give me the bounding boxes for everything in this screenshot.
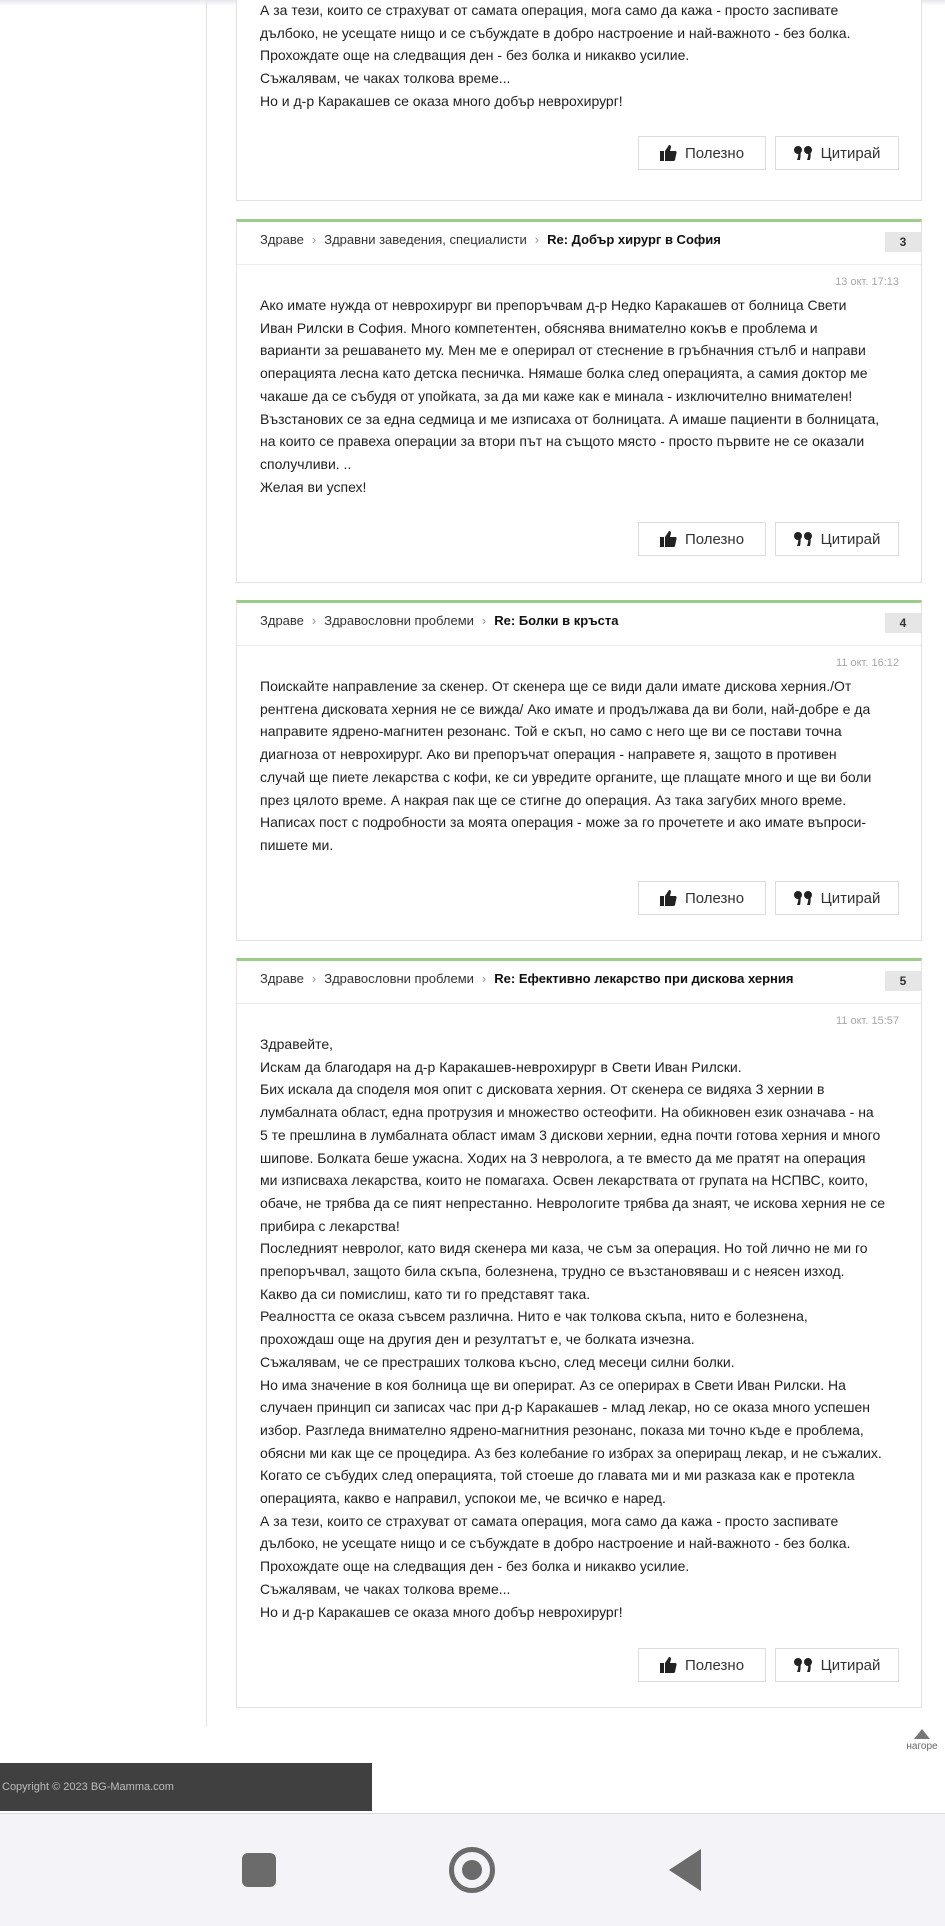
copyright-text: Copyright © 2023 BG-Mamma.com [2, 1781, 174, 1793]
post-line: Искам да благодаря на д-р Каракашев-неврохирург в Свети Иван Рилски. [260, 1058, 742, 1075]
post-line: рентгена дисковата херния не се вижда/ Ако имате и продължава да ви боли, най-добре е да [260, 700, 871, 717]
post-line: ми изписваха лекарства, които не помагаха. Освен лекарствата от групата на НСПВС, които, [260, 1172, 869, 1189]
post-line: направите ядрено-магнитен резонанс. Той е скъп, но само с него ще ви се постави точна [260, 723, 842, 740]
quote-icon [794, 146, 813, 160]
breadcrumb-item[interactable]: Здраве [260, 232, 304, 247]
divider [237, 264, 921, 265]
post-line: Написах пост с подробности за моята операция - може за го прочетете и ако имате въпроси- [260, 814, 867, 831]
post-line: препоръчвал, защото била скъпа, болезнена, трудно се възстановяваш и с неясен изход. [260, 1263, 845, 1280]
post-line: обясни ми как ще се процедира. Аз без колебание го избрах за опериращ лекар, и не съжалих. [260, 1444, 882, 1461]
useful-label: Полезно [684, 1656, 745, 1674]
quote-label: Цитирай [820, 144, 881, 162]
post-line: Иван Рилски в София. Много компетентен, обяснява внимателно кокъв е проблема и [260, 319, 818, 336]
recents-icon[interactable] [242, 1853, 276, 1887]
post-line: операцията лесна като детска песничка. Нямаше болка след операцията, а самия доктор ме [260, 365, 868, 382]
post-line: дълбоко, не усещате нищо и се събуждате в добро настроение и най-важното - без болка. [260, 1535, 851, 1552]
post-actions [638, 881, 899, 915]
post-line: прохождаш още на другия ден и резултатът е, че болката изчезна. [260, 1331, 695, 1348]
post-card [236, 958, 922, 1708]
post-line: А за тези, които се страхуват от самата операция, мога само да кажа - просто заспивате [260, 2, 839, 18]
post-line: Здравейте, [260, 1036, 334, 1052]
breadcrumb-item[interactable]: Здравословни проблеми [324, 971, 474, 986]
quote-icon [794, 532, 813, 546]
post-line: А за тези, които се страхуват от самата операция, мога само да кажа - просто заспивате [260, 1512, 839, 1529]
breadcrumb-item[interactable]: Здраве [260, 971, 304, 986]
chevron-right-icon: › [534, 232, 540, 247]
post-line: Реалността се оказа съвсем различна. Нито е чак толкова скъпа, нито е болезнена, [260, 1308, 808, 1325]
sidebar-divider [206, 0, 207, 1727]
post-number-badge: 4 [885, 613, 921, 633]
post-line: шипове. Болката беше ужасна. Ходих на 3 невролога, а те вместо да ме пратят на операция [260, 1149, 866, 1166]
post-line: пишете ми. [260, 836, 334, 853]
post-line: Когато се събудих след операцията, той стоеше до главата ми и ми разказа как е протекла [260, 1467, 855, 1484]
post-body [260, 294, 901, 498]
post-card [236, 600, 922, 941]
chevron-right-icon: › [481, 971, 487, 986]
thumbs-up-icon [660, 890, 677, 906]
post-line: Какво да си помислиш, като ти го представят така. [260, 1285, 591, 1302]
home-icon[interactable] [449, 1847, 495, 1893]
quote-label: Цитирай [820, 530, 881, 548]
quote-label: Цитирай [820, 889, 881, 907]
post-line: Поискайте направление за скенер. От скенера ще се види дали имате дискова херния./От [260, 678, 852, 694]
back-to-top-button[interactable] [902, 1729, 942, 1752]
post-line: Прохождате още на следващия ден - без болка и никакво усилие. [260, 1558, 690, 1575]
post-line: Прохождате още на следващия ден - без болка и никакво усилие. [260, 47, 690, 64]
post-date: 11 окт. 15:57 [836, 1015, 899, 1027]
post-body [260, 0, 901, 113]
useful-label: Полезно [684, 530, 745, 548]
thumbs-up-icon [660, 531, 677, 547]
quote-icon [794, 891, 813, 905]
back-icon[interactable] [669, 1849, 701, 1891]
post-line: прибира с лекарства! [260, 1217, 400, 1234]
quote-button[interactable] [775, 136, 899, 170]
breadcrumb [260, 613, 619, 628]
breadcrumb-item[interactable]: Здраве [260, 613, 304, 628]
breadcrumb-item[interactable]: Здравословни проблеми [324, 613, 474, 628]
post-line: през цялото време. А накрая пак ще се стигне до операция. Аз така загубих много време. [260, 791, 847, 808]
android-nav-bar [0, 1813, 945, 1926]
post-line: Съжалявам, че чаках толкова време... [260, 1580, 511, 1597]
divider [237, 645, 921, 646]
post-line: Съжалявам, че чаках толкова време... [260, 70, 511, 87]
breadcrumb-item[interactable]: Здравни заведения, специалисти [324, 232, 527, 247]
post-line: 5 те прешлина в лумбалната област имам 3 дискови хернии, една почти готова херния и много [260, 1126, 881, 1143]
post-line: избор. Разгледа внимателно ядрено-магнитния резонанс, показа ми точно къде е проблема, [260, 1421, 864, 1438]
post-line: случаен принцип си записах час при д-р Каракашев - млад лекар, но се оказа много успешен [260, 1399, 871, 1416]
post-line: лумбалната област, една протрузия и множество остеофити. На обикновен език означава - на [260, 1104, 874, 1121]
post-card [236, 0, 922, 201]
post-line: диагноза от неврохирург. Ако ви препоръчат операция - направете я, защото в противен [260, 746, 837, 763]
post-line: Желая ви успех! [260, 478, 367, 495]
post-line: на които се правеха операции за втори път на същото място - просто първите не се оказали [260, 433, 865, 450]
useful-button[interactable] [638, 136, 766, 170]
useful-label: Полезно [684, 144, 745, 162]
quote-button[interactable] [775, 1648, 899, 1682]
post-line: обаче, не трябва да се пият непрестанно. Неврологите трябва да знаят, че искова херния не се [260, 1194, 885, 1211]
chevron-right-icon: › [311, 613, 317, 628]
divider [237, 1003, 921, 1004]
useful-label: Полезно [684, 889, 745, 907]
post-line: варианти за решаването му. Мен ме е оперирал от стеснение в гръбначния стълб и направи [260, 342, 866, 359]
thumbs-up-icon [660, 145, 677, 161]
thumbs-up-icon [660, 1657, 677, 1673]
post-body [260, 675, 901, 857]
post-line: Но има значение в коя болница ще ви оперират. Аз се оперирах в Свети Иван Рилски. На [260, 1376, 846, 1393]
home-dot [462, 1860, 482, 1880]
quote-button[interactable] [775, 881, 899, 915]
post-body [260, 1033, 901, 1623]
post-line: Възстанових се за една седмица и ме изписаха от болницата. А имаше пациенти в болницата, [260, 410, 880, 427]
quote-button[interactable] [775, 522, 899, 556]
post-line: Бих искала да споделя моя опит с дисковата херния. От скенера се видяха 3 хернии в [260, 1081, 825, 1098]
thread-title-link[interactable]: Re: Ефективно лекарство при дискова херния [494, 971, 794, 986]
chevron-right-icon: › [311, 971, 317, 986]
post-line: дълбоко, не усещате нищо и се събуждате в добро настроение и най-важното - без болка. [260, 24, 851, 41]
useful-button[interactable] [638, 881, 766, 915]
post-line: Последният невролог, като видя скенера ми каза, че съм за операция. Но той лично не ми го [260, 1240, 868, 1257]
post-number-badge: 5 [885, 971, 921, 991]
post-actions [638, 522, 899, 556]
breadcrumb [260, 232, 721, 247]
breadcrumb [260, 971, 793, 986]
quote-label: Цитирай [820, 1656, 881, 1674]
post-line: Но и д-р Каракашев се оказа много добър неврохирург! [260, 1603, 623, 1620]
chevron-right-icon: › [481, 613, 487, 628]
arrow-up-icon [914, 1729, 930, 1739]
useful-button[interactable] [638, 522, 766, 556]
thread-title-link[interactable]: Re: Добър хирург в София [547, 232, 721, 247]
back-to-top-label: нагоре [906, 1741, 938, 1752]
post-date: 11 окт. 16:12 [836, 657, 899, 669]
post-number-badge: 3 [885, 232, 921, 252]
thread-title-link[interactable]: Re: Болки в кръста [494, 613, 619, 628]
post-line: Съжалявам, че се престраших толкова късно, след месеци силни болки. [260, 1353, 735, 1370]
useful-button[interactable] [638, 1648, 766, 1682]
post-line: сполучливи. .. [260, 455, 352, 472]
chevron-right-icon: › [311, 232, 317, 247]
post-line: Ако имате нужда от неврохирург ви препоръчвам д-р Недко Каракашев от болница Свети [260, 297, 847, 313]
post-actions [638, 1648, 899, 1682]
post-actions [638, 136, 899, 170]
footer [0, 1763, 372, 1811]
post-line: случай ще пиете лекарства с кофи, ке си увредите органите, ще плащате много и ще ви боли [260, 768, 872, 785]
post-line: операцията, какво е направил, успокои ме, че всичко е наред. [260, 1490, 666, 1507]
quote-icon [794, 1658, 813, 1672]
post-line: чакаше да се събудя от упойката, за да ми каже как е минала - изключително внимателен! [260, 387, 853, 404]
post-card [236, 219, 922, 583]
post-date: 13 окт. 17:13 [835, 276, 899, 288]
post-line: Но и д-р Каракашев се оказа много добър неврохирург! [260, 92, 623, 109]
